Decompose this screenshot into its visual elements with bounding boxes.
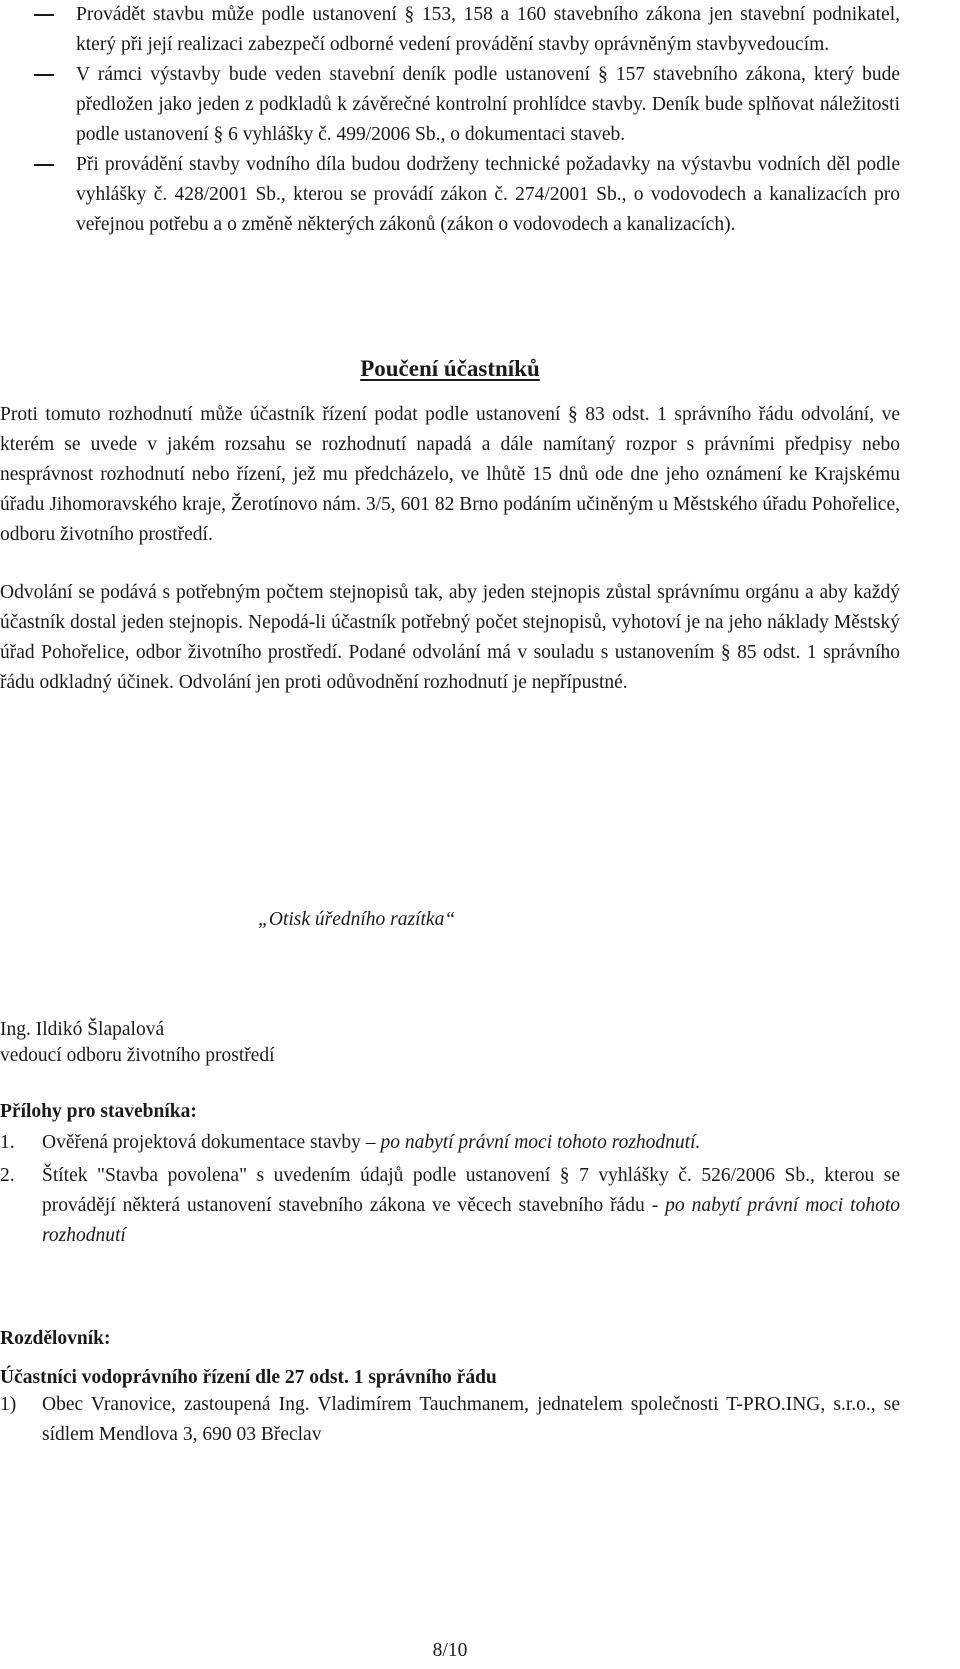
section-heading: Poučení účastníků	[360, 356, 540, 381]
item-text: Ověřená projektová dokumentace stavby –	[42, 1132, 381, 1153]
item-text: Štítek "Stavba povolena" s uvedením údajů podle ustanovení § 7 vyhlášky č. 526/2006 Sb., kterou se provádějí některá ustanovení stavebního zákona ve věcech stavebního řádu	[42, 1165, 900, 1216]
list-item-text: Při provádění stavby vodního díla budou dodrženy technické požadavky na výstavbu vodních děl podle vyhlášky č. 428/2001 Sb., kterou se provádí zákon č. 274/2001 Sb., o vodovodech a kanalizacích pro veřejnou potřebu a o změně některých zákonů (zákon o vodovodech a kanalizacích).	[76, 154, 900, 235]
list-item	[0, 1128, 900, 1158]
dash-bullet	[34, 74, 54, 76]
item-number: 1.	[0, 1132, 15, 1153]
stamp-placeholder: „Otisk úředního razítka“	[258, 909, 456, 930]
item-text: Obec Vranovice, zastoupená Ing. Vladimírem Tauchmanem, jednatelem společnosti T-PRO.ING, s.r.o., se sídlem Mendlova 3, 690 03 Břeclav	[42, 1394, 900, 1445]
list-item	[0, 1161, 900, 1251]
item-number: 2.	[0, 1165, 15, 1186]
list-item	[0, 1390, 900, 1450]
appeal-paragraph: Proti tomuto rozhodnutí může účastník řízení podat podle ustanovení § 83 odst. 1 správního řádu odvolání, ve kterém se uvede v jakém rozsahu se rozhodnutí napadá a dále namítaný rozpor s právními předpisy nebo nesprávnost rozhodnutí nebo řízení, jež mu předcházelo, ve lhůtě 15 dnů ode dne jeho oznámení ke Krajskému úřadu Jihomoravského kraje, Žerotínovo nám. 3/5, 601 82 Brno podáním učiněným u Městského úřadu Pohořelice, odboru životního prostředí.	[0, 404, 900, 545]
dash-bullet	[34, 14, 54, 16]
conditions-list	[34, 0, 900, 240]
attachments-title: Přílohy pro stavebníka:	[0, 1101, 197, 1122]
list-item	[34, 150, 900, 240]
item-italic-text: - po nabytí právní moci tohoto rozhodnutí	[42, 1195, 900, 1246]
list-item-text: Provádět stavbu může podle ustanovení § 153, 158 a 160 stavebního zákona jen stavební podnikatel, který při její realizaci zabezpečí odborné vedení provádění stavby oprávněným stavbyvedoucím.	[76, 4, 900, 55]
item-italic-text: po nabytí právní moci tohoto rozhodnutí.	[380, 1132, 701, 1153]
signatory-role: vedoucí odboru životního prostředí	[0, 1045, 275, 1066]
signatory-name: Ing. Ildikó Šlapalová	[0, 1019, 165, 1040]
page-number: 8/10	[432, 1640, 468, 1661]
distribution-title: Rozdělovník:	[0, 1328, 111, 1349]
list-item-text: V rámci výstavby bude veden stavební deník podle ustanovení § 157 stavebního zákona, který bude předložen jako jeden z podkladů k závěrečné kontrolní prohlídce stavby. Deník bude splňovat náležitosti podle ustanovení § 6 vyhlášky č. 499/2006 Sb., o dokumentaci staveb.	[76, 64, 900, 145]
attachments-list	[0, 1128, 900, 1251]
distribution-subtitle: Účastníci vodoprávního řízení dle 27 odst. 1 správního řádu	[0, 1367, 497, 1388]
distribution-list	[0, 1390, 900, 1450]
list-item	[34, 60, 900, 150]
appeal-copies-paragraph: Odvolání se podává s potřebným počtem stejnopisů tak, aby jeden stejnopis zůstal správnímu orgánu a aby každý účastník dostal jeden stejnopis. Nepodá-li účastník potřebný počet stejnopisů, vyhotoví je na jeho náklady Městský úřad Pohořelice, odbor životního prostředí. Podané odvolání má v souladu s ustanovením § 85 odst. 1 správního řádu odkladný účinek. Odvolání jen proti odůvodnění rozhodnutí je nepřípustné.	[0, 582, 900, 693]
dash-bullet	[34, 164, 54, 166]
list-item	[34, 0, 900, 60]
item-number: 1)	[0, 1394, 17, 1415]
